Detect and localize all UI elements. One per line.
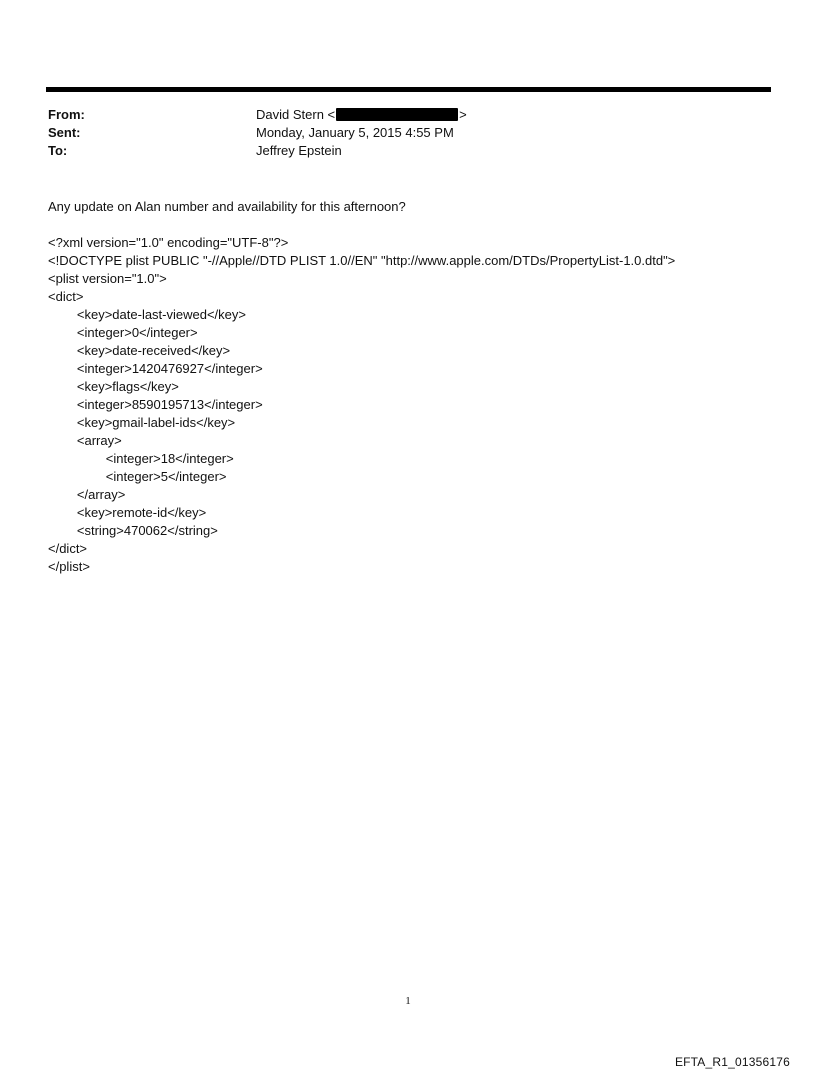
code-line: <integer>1420476927</integer> (48, 361, 263, 376)
code-line: <key>remote-id</key> (48, 505, 207, 520)
header-rule (46, 87, 771, 92)
code-line: <key>flags</key> (48, 379, 179, 394)
code-line: <array> (48, 433, 122, 448)
page-number: 1 (405, 995, 411, 1007)
code-line: <integer>18</integer> (48, 451, 234, 466)
from-value (256, 106, 467, 124)
code-line: <integer>0</integer> (48, 325, 198, 340)
redaction-block (336, 108, 458, 121)
code-line: <key>date-received</key> (48, 343, 231, 358)
document-id: EFTA_R1_01356176 (674, 1055, 790, 1069)
code-line: </dict> (48, 541, 88, 556)
code-line: <key>date-last-viewed</key> (48, 307, 246, 322)
from-label: From: (48, 107, 85, 122)
to-label: To: (48, 143, 68, 158)
from-name: David Stern < (256, 107, 336, 122)
code-line: <integer>5</integer> (48, 469, 227, 484)
code-line: <key>gmail-label-ids</key> (48, 415, 236, 430)
sent-value: Monday, January 5, 2015 4:55 PM (256, 125, 454, 140)
code-line: <?xml version="1.0" encoding="UTF-8"?> (48, 235, 289, 250)
from-end: > (459, 107, 467, 122)
code-line: </plist> (48, 559, 90, 574)
code-line: <dict> (48, 289, 84, 304)
code-line: <plist version="1.0"> (48, 271, 167, 286)
code-line: <integer>8590195713</integer> (48, 397, 263, 412)
plist-code-block (48, 234, 675, 576)
code-line: <string>470062</string> (48, 523, 218, 538)
to-value: Jeffrey Epstein (256, 143, 342, 158)
code-line: </array> (48, 487, 126, 502)
code-line: <!DOCTYPE plist PUBLIC "-//Apple//DTD PLIST 1.0//EN" "http://www.apple.com/DTDs/PropertyList-1.0.dtd"> (48, 253, 676, 268)
message-body: Any update on Alan number and availability for this afternoon? (48, 199, 406, 214)
sent-label: Sent: (48, 125, 81, 140)
